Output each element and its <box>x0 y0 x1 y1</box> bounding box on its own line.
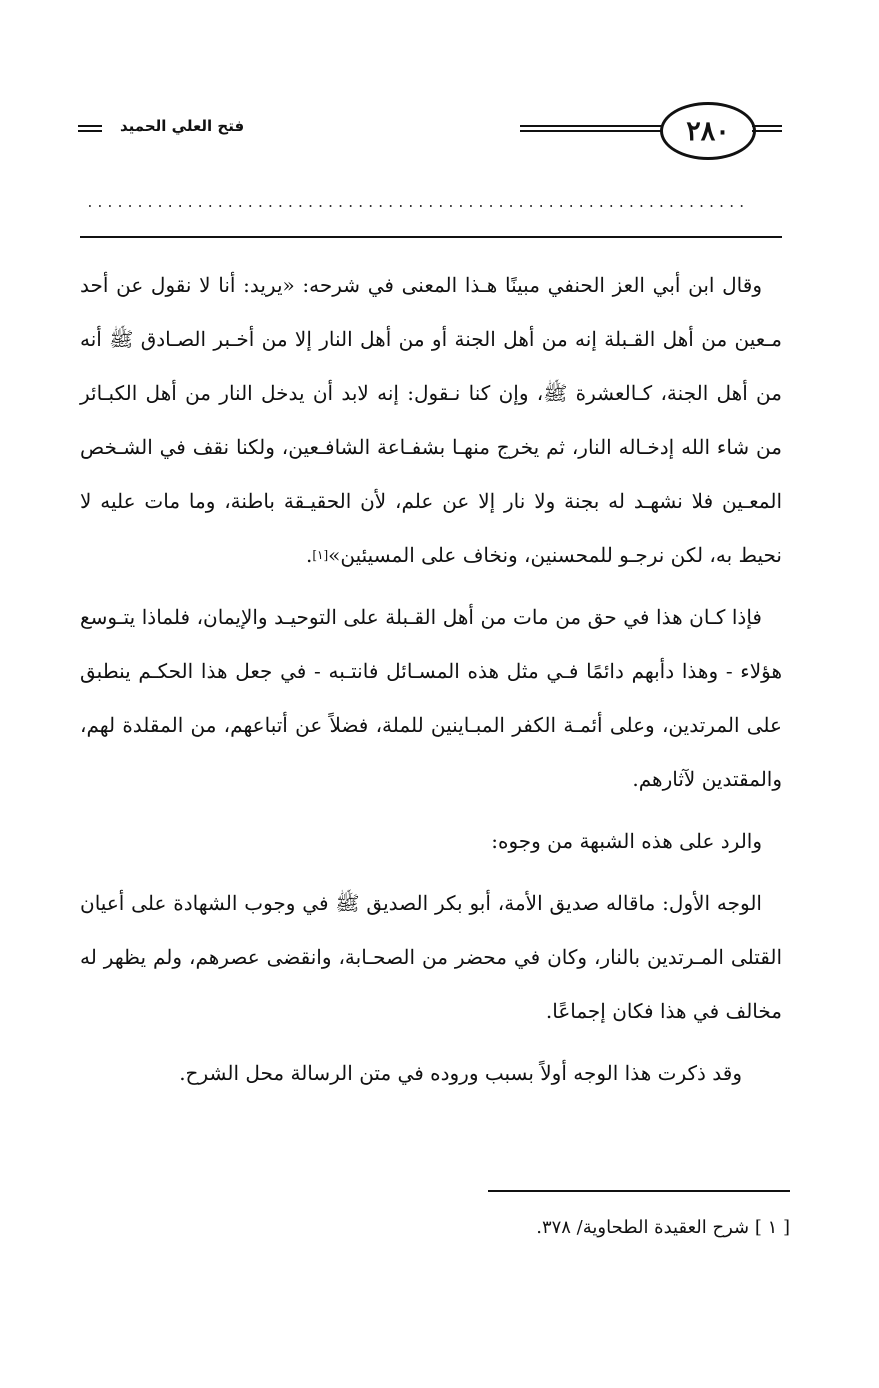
footnote-rule <box>488 1190 790 1192</box>
page-number: ٢٨٠ <box>660 102 756 160</box>
paragraph-2: فإذا كـان هذا في حق من مات من أهل القـبلة على التوحيـد والإيمان، فلماذا يتـوسع هؤلاء - وهذا دأبهم دائمًا فـي مثل هذه المسـائل فانتـبه - في جعل هذا الحكـم ينطبق على المرتدين، وعلى أئمـة الكفر المبـاينين للملة، فضلاً عن أتباعهم، من المقلدة لهم، والمقتدين لآثارهم. <box>80 605 782 791</box>
paragraph-4: الوجه الأول: ماقاله صديق الأمة، أبو بكر الصديق ﷺ في وجوب الشهادة على أعيان القتلى المـرتدين بالنار، وكان في محضر من الصحـابة، وانقضى عصرهم، ولم يظهر له مخالف في هذا فكان إجماعًا. <box>80 891 782 1023</box>
paragraph-1-tail: . <box>305 543 313 567</box>
paragraph-3: والرد على هذه الشبهة من وجوه: <box>491 829 762 853</box>
paragraph-5: وقد ذكرت هذا الوجه أولاً بسبب وروده في متن الرسالة محل الشرح. <box>179 1061 742 1085</box>
book-title: فتح العلي الحميد <box>120 117 245 135</box>
dotted-separator: .................................................................. <box>86 196 748 211</box>
page-header <box>0 0 879 250</box>
footnote: [ ١ ] شرح العقيدة الطحاوية/ ٣٧٨. <box>536 1217 790 1238</box>
top-rule <box>80 236 782 238</box>
header-rule-left <box>78 125 102 132</box>
paragraph-1-text: وقال ابن أبي العز الحنفي مبينًا هـذا المعنى في شرحه: «يريد: أنا لا نقول عن أحد مـعين من أهل القـبلة إنه من أهل الجنة أو من أهل النار إلا من أخـبر الصـادق ﷺ أنه من أهل الجنة، كـالعشرة ﷺ، وإن كنا نـقول: إنه لابد أن يدخل النار من أهل الكبـائر من شاء الله إدخـاله النار، ثم يخرج منهـا بشفـاعة الشافـعين، ولكنا نقف في الشـخص المعـين فلا نشهـد له بجنة ولا نار إلا عن علم، لأن الحقيـقة باطنة، وما مات عليه لا نحيط به، لكن نرجـو للمحسنين، ونخاف على المسيئين» <box>80 273 782 567</box>
footnote-marker: [١] <box>312 548 329 562</box>
paragraph-1 <box>80 258 782 582</box>
main-text <box>80 258 782 1100</box>
header-rule-tail <box>752 125 782 132</box>
header-rule-right <box>520 125 662 132</box>
